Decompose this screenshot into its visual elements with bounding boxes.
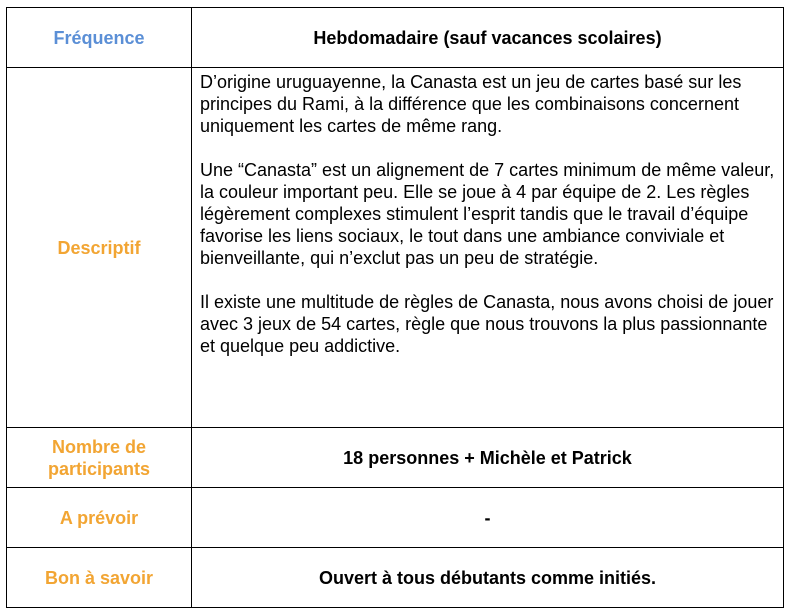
activity-info-table xyxy=(6,7,784,608)
bon-a-savoir-label: Bon à savoir xyxy=(7,548,192,608)
row-descriptif xyxy=(7,68,784,428)
frequence-label: Fréquence xyxy=(7,8,192,68)
frequence-value: Hebdomadaire (sauf vacances scolaires) xyxy=(192,8,784,68)
bon-a-savoir-value: Ouvert à tous débutants comme initiés. xyxy=(192,548,784,608)
a-prevoir-label: A prévoir xyxy=(7,488,192,548)
nombre-participants-value: 18 personnes + Michèle et Patrick xyxy=(192,428,784,488)
descriptif-paragraph-3: Il existe une multitude de règles de Canasta, nous avons choisi de jouer avec 3 jeux de 54 cartes, règle que nous trouvons la plus passionnante et quelque peu addictive. xyxy=(200,292,774,356)
row-nombre-participants xyxy=(7,428,784,488)
descriptif-paragraph-2: Une “Canasta” est un alignement de 7 cartes minimum de même valeur, la couleur important peu. Elle se joue à 4 par équipe de 2. Les règles légèrement complexes stimulent l’esprit tandis que le travail d’équipe favorise les liens sociaux, le tout dans une ambiance conviviale et bienveillante, qui n’exclut pas un peu de stratégie. xyxy=(200,160,775,268)
row-bon-a-savoir xyxy=(7,548,784,608)
descriptif-paragraph-1: D’origine uruguayenne, la Canasta est un jeu de cartes basé sur les principes du Rami, à la différence que les combinaisons concernent uniquement les cartes de même rang. xyxy=(200,72,742,136)
nombre-participants-label: Nombre de participants xyxy=(7,428,192,488)
row-a-prevoir xyxy=(7,488,784,548)
descriptif-value xyxy=(192,68,784,428)
row-frequence xyxy=(7,8,784,68)
a-prevoir-value: - xyxy=(192,488,784,548)
descriptif-label: Descriptif xyxy=(7,68,192,428)
